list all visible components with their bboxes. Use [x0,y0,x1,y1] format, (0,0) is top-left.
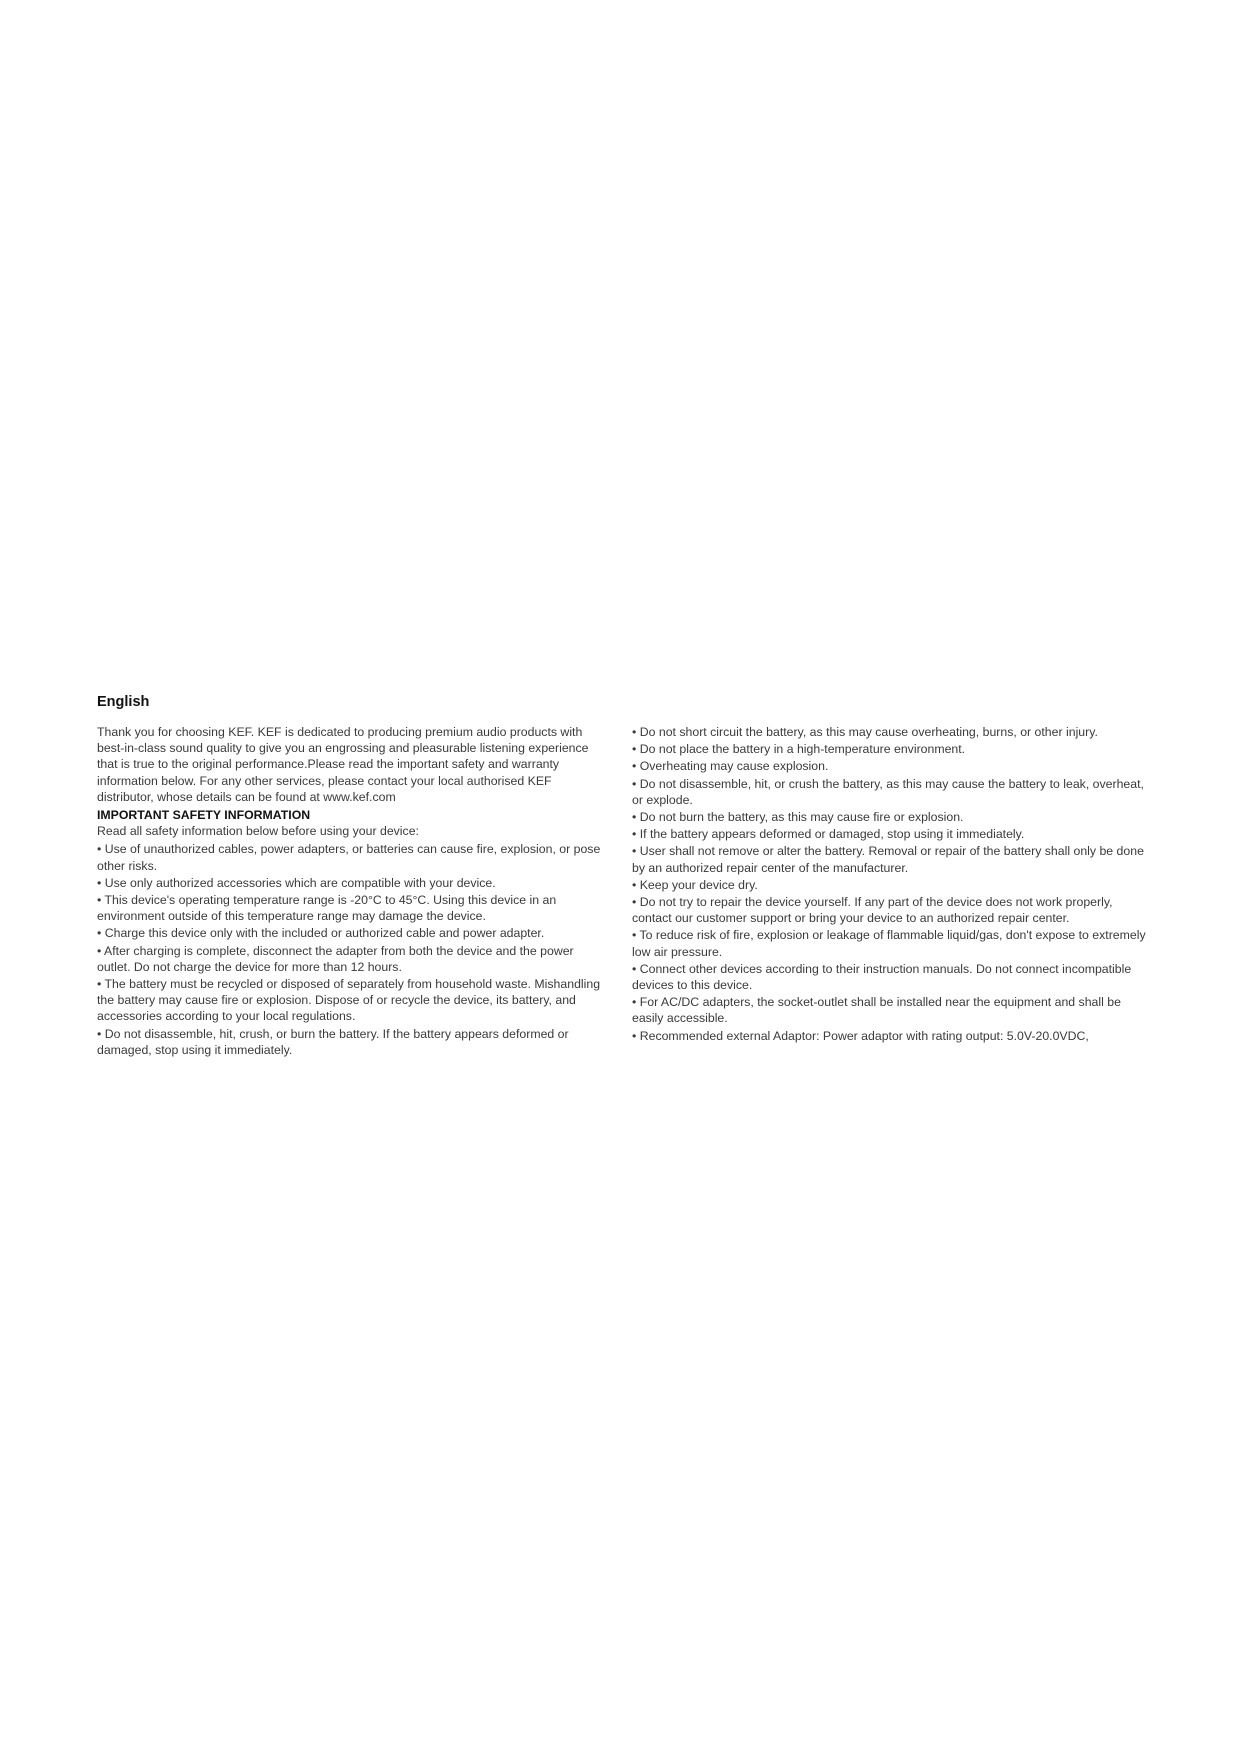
intro-paragraph: Thank you for choosing KEF. KEF is dedicated to producing premium audio products with best-in-class sound quality to give you an engrossing and pleasurable listening experience that is true to the original performance.Please read the important safety and warranty information below. For any other services, please contact your local authorised KEF distributor, whose details can be found at www.kef.com [97,725,589,804]
left-bullet-list [97,841,603,1058]
list-item: • To reduce risk of fire, explosion or leakage of flammable liquid/gas, don't expose to extremely low air pressure. [632,928,1146,959]
list-item: • Do not disassemble, hit, crush, or burn the battery. If the battery appears deformed or damaged, stop using it immediately. [97,1026,569,1057]
right-bullet-list [632,724,1152,1044]
list-item: • For AC/DC adapters, the socket-outlet shall be installed near the equipment and shall be easily accessible. [632,995,1121,1026]
safety-lead-text: Read all safety information below before using your device: [97,824,419,839]
list-item: • If the battery appears deformed or damaged, stop using it immediately. [632,827,1025,842]
list-item: • Do not place the battery in a high-temperature environment. [632,742,966,757]
list-item: • Use only authorized accessories which are compatible with your device. [97,875,496,890]
list-item: • The battery must be recycled or disposed of separately from household waste. Mishandling the battery may cause fire or explosion. Dispose of or recycle the device, its battery, and accessories according to your local regulations. [97,977,601,1024]
list-item: • Connect other devices according to their instruction manuals. Do not connect incompatible devices to this device. [632,961,1132,993]
list-item: • Overheating may cause explosion. [632,759,829,774]
list-item: • Do not burn the battery, as this may cause fire or explosion. [632,810,964,825]
list-item: • Keep your device dry. [632,877,758,892]
left-column [97,724,603,1059]
safety-section-title: IMPORTANT SAFETY INFORMATION [97,808,311,823]
list-item: • This device's operating temperature range is -20°C to 45°C. Using this device in an environment outside of this temperature range may damage the device. [97,893,557,924]
list-item: • Use of unauthorized cables, power adapters, or batteries can cause fire, explosion, or pose other risks. [97,842,601,873]
list-item: • Do not short circuit the battery, as this may cause overheating, burns, or other injury. [632,725,1098,739]
list-item: • Recommended external Adaptor: Power adaptor with rating output: 5.0V-20.0VDC, [632,1028,1089,1043]
language-heading: English [97,694,150,710]
list-item: • After charging is complete, disconnect the adapter from both the device and the power outlet. Do not charge the device for more than 12 hours. [97,943,574,974]
list-item: • Do not disassemble, hit, or crush the battery, as this may cause the battery to leak, overheat, or explode. [632,776,1144,807]
list-item: • Charge this device only with the included or authorized cable and power adapter. [97,926,545,941]
list-item: • Do not try to repair the device yourself. If any part of the device does not work properly, contact our customer support or bring your device to an authorized repair center. [632,895,1113,926]
list-item: • User shall not remove or alter the battery. Removal or repair of the battery shall only be done by an authorized repair center of the manufacturer. [632,844,1144,875]
right-column [632,724,1152,1045]
